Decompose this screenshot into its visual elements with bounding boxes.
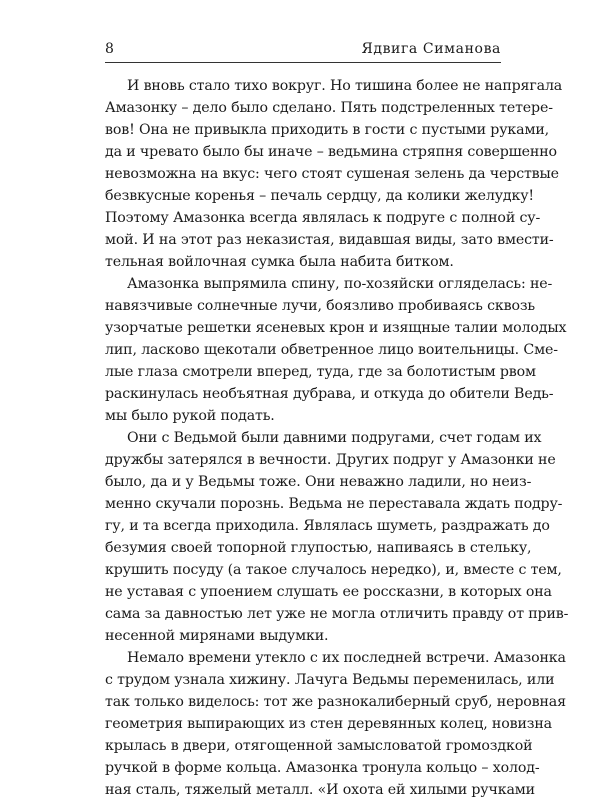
text-line: лые глаза смотрели вперед, туда, где за болотистым рвом	[105, 364, 536, 380]
body-text	[105, 75, 569, 801]
text-line: менно скучали порознь. Ведьма не переставала ждать подру-	[105, 496, 563, 512]
text-line: Амазонку – дело было сделано. Пять подстреленных тетере-	[105, 100, 553, 116]
text-line: невозможна на вкус: чего стоят сушеная зелень да черствые	[105, 166, 559, 182]
text-line: несенной мирянами выдумки.	[105, 628, 329, 644]
running-head-author: Ядвига Симанова	[361, 41, 501, 57]
text-line: ная сталь, тяжелый металл. «И охота ей хилыми ручками	[105, 782, 535, 798]
text-line: мы было рукой подать.	[105, 408, 275, 424]
text-line: геометрия выпирающих из стен деревянных колец, новизна	[105, 716, 552, 732]
page-number: 8	[105, 41, 114, 57]
text-line: безвкусные коренья – печаль сердцу, да колики желудку!	[105, 188, 534, 204]
text-line: Поэтому Амазонка всегда являлась к подруге с полной су-	[105, 210, 541, 226]
text-line: крылась в двери, отягощенной замысловатой громоздкой	[105, 738, 533, 754]
text-line: Немало времени утекло с их последней встречи. Амазонка	[127, 650, 566, 666]
text-line: вов! Она не привыкла приходить в гости с пустыми руками,	[105, 122, 550, 138]
text-line: да и чревато было бы иначе – ведьмина стряпня совершенно	[105, 144, 557, 160]
header-rule	[105, 62, 501, 63]
text-line: было, да и у Ведьмы тоже. Они неважно ладили, но неиз-	[105, 474, 532, 490]
text-line: раскинулась необъятная дубрава, и откуда до обители Ведь-	[105, 386, 554, 402]
text-line: мой. И на этот раз неказистая, видавшая виды, зато вмести-	[105, 232, 554, 248]
paragraph	[105, 273, 567, 427]
page-header	[105, 40, 501, 64]
text-line: Они с Ведьмой были давними подругами, счет годам их	[127, 430, 542, 446]
text-line: крушить посуду (а такое случалось нередко), и, вместе с тем,	[105, 562, 562, 578]
text-line: с трудом узнала хижину. Лачуга Ведьмы переменилась, или	[105, 672, 555, 688]
text-line: узорчатые решетки ясеневых крон и изящные талии молодых	[105, 320, 567, 336]
text-line: Амазонка выпрямила спину, по-хозяйски огляделась: не-	[127, 276, 553, 292]
text-line: навязчивые солнечные лучи, боязливо пробиваясь сквозь	[105, 298, 535, 314]
text-line: тельная войлочная сумка была набита битком.	[105, 254, 454, 270]
text-line: так только виделось: тот же разнокалиберный сруб, неровная	[105, 694, 566, 710]
text-line: сама за давностью лет уже не могла отличить правду от прив-	[105, 606, 569, 622]
text-line: И вновь стало тихо вокруг. Но тишина более не напрягала	[127, 78, 563, 94]
paragraph	[105, 427, 569, 647]
text-line: не уставая с упоением слушать ее россказни, в которых она	[105, 584, 552, 600]
text-line: гу, и та всегда приходила. Являлась шуметь, раздражать до	[105, 518, 550, 534]
paragraph	[105, 647, 566, 801]
text-line: безумия своей топорной глупостью, напиваясь в стельку,	[105, 540, 532, 556]
text-line: лип, ласково щекотали обветренное лицо воительницы. Сме-	[105, 342, 558, 358]
text-line: дружбы затерялся в вечности. Других подруг у Амазонки не	[105, 452, 556, 468]
text-line: ручкой в форме кольца. Амазонка тронула кольцо – холод-	[105, 760, 540, 776]
paragraph	[105, 75, 563, 273]
